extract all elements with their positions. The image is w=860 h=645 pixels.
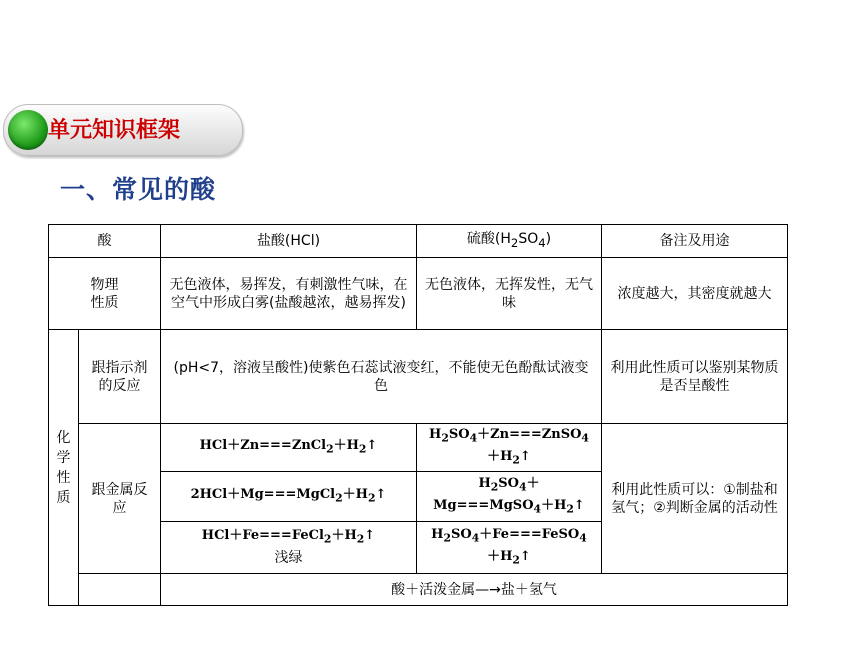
header-notes: 备注及用途 (602, 225, 788, 258)
physical-label: 物理 性质 (49, 258, 161, 330)
banner-title: 单元知识框架 (48, 117, 181, 143)
metal-label: 跟金属反应 (79, 424, 161, 574)
zn-h2so4-equation: $H_2SO_4+Zn===ZnSO_4$ $+H_2↑$ (417, 424, 602, 472)
mg-h2so4-equation: $H_2SO_4+$ $Mg===MgSO_4+H_2↑$ (417, 472, 602, 522)
fe-hcl-equation: $HCl+Fe===FeCl_2+H_2↑$ 浅绿 (161, 522, 417, 574)
physical-hcl: 无色液体，易挥发，有刺激性气味，在空气中形成白雾(盐酸越浓，越易挥发) (161, 258, 417, 330)
header-acid: 酸 (49, 225, 161, 258)
physical-note: 浓度越大，其密度就越大 (602, 258, 788, 330)
mg-hcl-equation: $2HCl+Mg===MgCl_2+H_2↑$ (161, 472, 417, 522)
metal-summary: 酸＋活泼金属—→盐＋氢气 (161, 574, 788, 606)
table-header-row (49, 225, 788, 258)
fe-h2so4-equation: $H_2SO_4+Fe===FeSO_4$ $+H_2↑$ (417, 522, 602, 574)
section-title: 一、常见的酸 (60, 175, 217, 204)
indicator-text: (pH<7，溶液呈酸性)使紫色石蕊试液变红，不能使无色酚酞试液变色 (161, 330, 602, 424)
acid-table (48, 224, 788, 606)
zn-row (49, 424, 788, 472)
indicator-note: 利用此性质可以鉴别某物质是否呈酸性 (602, 330, 788, 424)
zn-hcl-equation: $HCl+Zn===ZnCl_2+H_2↑$ (161, 424, 417, 472)
physical-row (49, 258, 788, 330)
fe-color-note: 浅绿 (274, 549, 303, 566)
indicator-row (49, 330, 788, 424)
summary-row (49, 574, 788, 606)
metal-note: 利用此性质可以：①制盐和氢气；②判断金属的活动性 (602, 424, 788, 574)
green-bullet-icon (8, 110, 48, 150)
summary-empty-cell (79, 574, 161, 606)
section-banner (3, 104, 243, 156)
physical-h2so4: 无色液体，无挥发性，无气味 (417, 258, 602, 330)
chemical-label: 化 学 性 质 (49, 330, 79, 606)
header-h2so4: 硫酸$(H_2SO_4)$ (417, 225, 602, 258)
indicator-label: 跟指示剂的反应 (79, 330, 161, 424)
header-hcl: 盐酸(HCl) (161, 225, 417, 258)
